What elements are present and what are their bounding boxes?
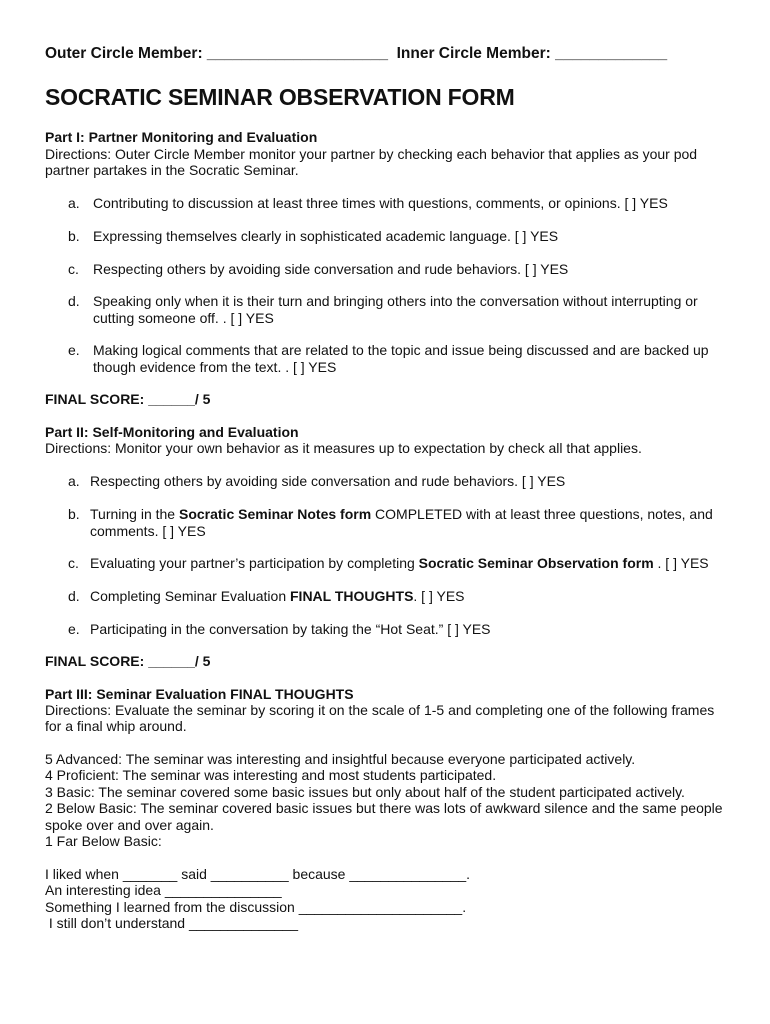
notes-form-name: Socratic Seminar Notes form (178, 506, 372, 522)
part1-item-d (45, 293, 735, 327)
part2-heading: Part II: Self-Monitoring and Evaluation (45, 424, 299, 440)
frame-i-liked-when: I liked when _______ said __________ because _______________. (45, 866, 471, 882)
scale-basic: 3 Basic: The seminar covered some basic issues but only about half of the student participated actively. (45, 784, 685, 800)
item-text: Respecting others by avoiding side conversation and rude behaviors. [ ] YES (93, 261, 569, 277)
item-text (90, 555, 730, 572)
final-thoughts-name: FINAL THOUGHTS (290, 588, 414, 604)
part2-item-b (45, 506, 735, 540)
item-letter: e. (68, 342, 80, 358)
outer-circle-member-label: Outer Circle Member: _____________________ (45, 45, 388, 62)
observation-form-name: Socratic Seminar Observation form (418, 555, 654, 571)
item-text-line-1: Speaking only when it is their turn and bringing others into the conversation without interrupting or (93, 293, 698, 309)
item-letter: c. (68, 261, 79, 277)
item-letter: d. (68, 588, 80, 604)
item-letter: c. (68, 555, 79, 571)
item-text-post: . [ ] YES (413, 588, 465, 604)
item-text (90, 588, 730, 605)
part3-directions-line-1: Directions: Evaluate the seminar by scoring it on the scale of 1-5 and completing one of the following frames (45, 702, 715, 718)
part2-final-score: FINAL SCORE: ______/ 5 (45, 653, 211, 669)
item-text-line-2: though evidence from the text. . [ ] YES (93, 358, 337, 375)
part2-directions: Directions: Monitor your own behavior as it measures up to expectation by check all that applies. (45, 440, 642, 456)
item-text: Participating in the conversation by taking the “Hot Seat.” [ ] YES (90, 621, 491, 637)
item-letter: a. (68, 195, 80, 211)
item-text: Contributing to discussion at least three times with questions, comments, or opinions. [ ] YES (93, 195, 668, 211)
item-text-line-1: Making logical comments that are related to the topic and issue being discussed and are backed up (93, 342, 709, 358)
member-header (45, 45, 667, 63)
frame-interesting-idea: An interesting idea _______________ (45, 882, 282, 898)
scale-below-basic: 2 Below Basic: The seminar covered basic issues but there was lots of awkward silence and the same people (45, 800, 723, 816)
page-title: SOCRATIC SEMINAR OBSERVATION FORM (45, 84, 515, 110)
item-text-post: COMPLETED with at least three questions, notes, and (371, 506, 713, 522)
part1-directions-line-1: Directions: Outer Circle Member monitor your partner by checking each behavior that applies as your pod (45, 146, 698, 162)
item-text-line-2: comments. [ ] YES (90, 522, 206, 539)
scale-proficient: 4 Proficient: The seminar was interesting and most students participated. (45, 767, 497, 783)
frame-learned: Something I learned from the discussion _____________________. (45, 899, 467, 915)
scale-below-basic-cont: spoke over and over again. (45, 817, 214, 833)
item-text: Respecting others by avoiding side conversation and rude behaviors. [ ] YES (90, 473, 566, 489)
item-text: Expressing themselves clearly in sophisticated academic language. [ ] YES (93, 228, 559, 244)
item-letter: e. (68, 621, 80, 637)
part1-item-e (45, 342, 735, 376)
item-text-line-2: cutting someone off. . [ ] YES (93, 309, 274, 326)
frame-still-dont-understand: I still don’t understand ______________ (45, 915, 298, 931)
scale-advanced: 5 Advanced: The seminar was interesting and insightful because everyone participated actively. (45, 751, 636, 767)
item-text-line-1 (90, 506, 730, 523)
item-letter: d. (68, 293, 80, 309)
item-text-pre: Evaluating your partner’s participation by completing (90, 555, 419, 571)
part1-heading: Part I: Partner Monitoring and Evaluation (45, 129, 318, 145)
item-letter: b. (68, 228, 80, 244)
scale-far-below-basic: 1 Far Below Basic: (45, 833, 162, 849)
inner-circle-member-label: Inner Circle Member: _____________ (396, 45, 668, 62)
item-text-pre: Completing Seminar Evaluation (90, 588, 290, 604)
item-text-pre: Turning in the (90, 506, 179, 522)
item-letter: b. (68, 506, 80, 522)
part1-directions-line-2: partner partakes in the Socratic Seminar. (45, 162, 299, 178)
part1-final-score: FINAL SCORE: ______/ 5 (45, 391, 211, 407)
part3-heading: Part III: Seminar Evaluation FINAL THOUGHTS (45, 686, 354, 702)
part3-directions-line-2: for a final whip around. (45, 718, 187, 734)
item-letter: a. (68, 473, 80, 489)
item-text-post: . [ ] YES (653, 555, 709, 571)
